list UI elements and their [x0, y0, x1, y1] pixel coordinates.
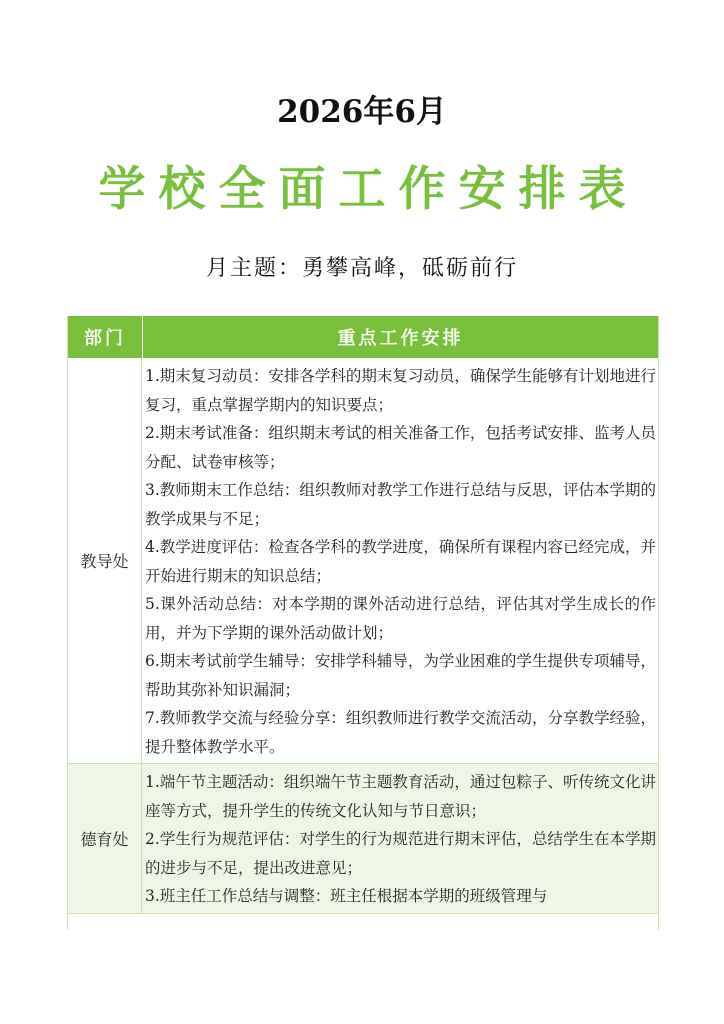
plan-item: 1.端午节主题活动：组织端午节主题教育活动，通过包粽子、听传统文化讲座等方式，提升学生的传统文化认知与节日意识；	[145, 773, 656, 820]
month-theme: 月主题：勇攀高峰，砥砺前行	[205, 256, 518, 281]
plan-item: 7.教师教学交流与经验分享：组织教师进行教学交流活动，分享教学经验，提升整体教学水平。	[145, 709, 656, 756]
schedule-table	[67, 316, 659, 930]
dept-cell: 教导处	[68, 358, 142, 763]
page-title: 学校全面工作安排表	[98, 162, 639, 217]
plan-item: 1.期末复习动员：安排各学科的期末复习动员，确保学生能够有计划地进行复习，重点掌握学期内的知识要点；	[145, 367, 656, 414]
table-row	[68, 764, 658, 914]
table-header	[68, 316, 658, 358]
header-plan: 重点工作安排	[337, 328, 464, 349]
plan-item: 3.教师期末工作总结：组织教师对教学工作进行总结与反思，评估本学期的教学成果与不足；	[145, 481, 656, 528]
date-title: 2026年6月	[277, 94, 447, 130]
plan-item: 2.学生行为规范评估：对学生的行为规范进行期末评估，总结学生在本学期的进步与不足，提出改进意见；	[145, 830, 656, 877]
plan-item: 5.课外活动总结：对本学期的课外活动进行总结，评估其对学生成长的作用，并为下学期的课外活动做计划；	[145, 595, 656, 642]
plan-item: 2.期末考试准备：组织期末考试的相关准备工作，包括考试安排、监考人员分配、试卷审核等；	[145, 424, 656, 471]
plan-item: 6.期末考试前学生辅导：安排学科辅导，为学业困难的学生提供专项辅导，帮助其弥补知识漏洞；	[145, 652, 656, 699]
header-dept: 部门	[68, 316, 143, 358]
plan-cell	[142, 358, 658, 763]
plan-item: 4.教学进度评估：检查各学科的教学进度，确保所有课程内容已经完成，并开始进行期末的知识总结；	[145, 538, 656, 585]
dept-cell: 德育处	[68, 764, 142, 913]
plan-item: 3.班主任工作总结与调整：班主任根据本学期的班级管理与	[145, 887, 548, 905]
plan-cell	[142, 764, 658, 913]
table-row	[68, 358, 658, 764]
